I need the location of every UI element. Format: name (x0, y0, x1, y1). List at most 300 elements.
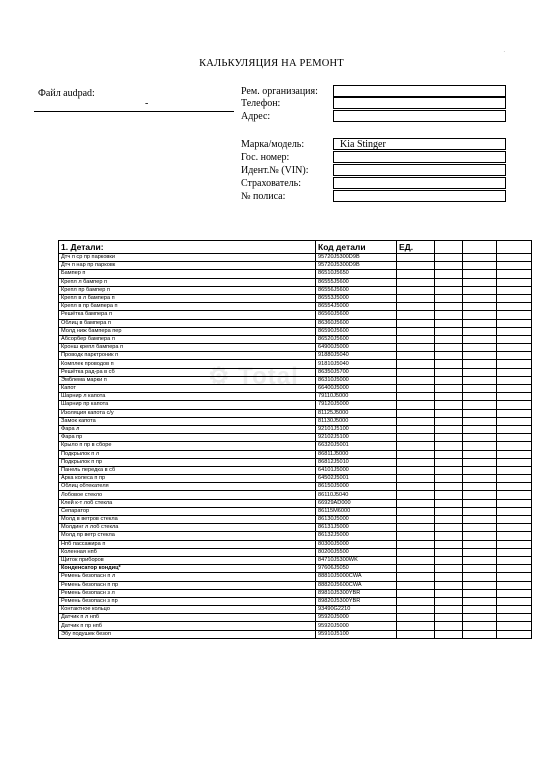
part-code-cell: 89820J5300YBR (316, 597, 397, 605)
empty-cell (435, 589, 463, 597)
unit-cell (397, 393, 435, 401)
table-row (59, 425, 532, 433)
empty-cell (497, 483, 532, 491)
empty-cell (435, 417, 463, 425)
empty-cell (463, 540, 497, 548)
part-code-cell: 86510J5650 (316, 270, 397, 278)
part-code-cell: 88810J5000CWA (316, 573, 397, 581)
empty-cell (497, 409, 532, 417)
empty-cell (497, 270, 532, 278)
empty-cell (435, 507, 463, 515)
header-field-label: Рем. организация: (241, 86, 318, 97)
file-underline (34, 111, 234, 112)
part-code-cell: 93490G2210 (316, 606, 397, 614)
empty-cell (463, 606, 497, 614)
table-row (59, 573, 532, 581)
header-code: Код детали (316, 241, 397, 254)
empty-cell (497, 556, 532, 564)
part-name-cell: Подкрылок п пр (59, 458, 316, 466)
empty-cell (435, 450, 463, 458)
empty-cell (497, 335, 532, 343)
part-name-cell: Молдинг л лоб стекла (59, 524, 316, 532)
unit-cell (397, 434, 435, 442)
table-row (59, 401, 532, 409)
unit-cell (397, 516, 435, 524)
document-title: КАЛЬКУЛЯЦИЯ НА РЕМОНТ (199, 58, 344, 69)
unit-cell (397, 327, 435, 335)
part-code-cell: 86132J5000 (316, 532, 397, 540)
part-code-cell: 64502J5001 (316, 475, 397, 483)
table-row (59, 565, 532, 573)
empty-cell (463, 622, 497, 630)
table-row (59, 262, 532, 270)
table-header-row (59, 241, 532, 254)
empty-cell (435, 286, 463, 294)
part-code-cell: 86553J5000 (316, 294, 397, 302)
table-row (59, 606, 532, 614)
unit-cell (397, 294, 435, 302)
empty-cell (435, 409, 463, 417)
table-row (59, 466, 532, 474)
part-name-cell: Облиц в бампера п (59, 319, 316, 327)
unit-cell (397, 286, 435, 294)
part-code-cell: 86520J5600 (316, 335, 397, 343)
empty-cell (435, 303, 463, 311)
table-row (59, 589, 532, 597)
unit-cell (397, 262, 435, 270)
unit-cell (397, 565, 435, 573)
empty-cell (463, 425, 497, 433)
part-name-cell: Крепл в пр бампера п (59, 303, 316, 311)
table-row (59, 442, 532, 450)
unit-cell (397, 311, 435, 319)
unit-cell (397, 475, 435, 483)
empty-cell (497, 507, 532, 515)
empty-cell (463, 311, 497, 319)
table-row (59, 286, 532, 294)
part-code-cell: 79120J5000 (316, 401, 397, 409)
vehicle-field-value[interactable]: Kia Stinger (333, 138, 506, 150)
empty-cell (435, 597, 463, 605)
empty-cell (435, 622, 463, 630)
part-code-cell: 92101J5100 (316, 425, 397, 433)
file-label: Файл audpad: (38, 88, 95, 99)
empty-cell (463, 278, 497, 286)
parts-body (59, 254, 532, 639)
empty-cell (463, 556, 497, 564)
empty-cell (463, 614, 497, 622)
unit-cell (397, 417, 435, 425)
part-name-cell: Клей к-т лоб стекла (59, 499, 316, 507)
table-row (59, 507, 532, 515)
table-row (59, 622, 532, 630)
unit-cell (397, 303, 435, 311)
part-name-cell: Ремень безопасн з пр (59, 597, 316, 605)
empty-cell (463, 368, 497, 376)
part-name-cell: Капот (59, 385, 316, 393)
part-name-cell: Арка колеса п пр (59, 475, 316, 483)
part-code-cell: 95920J5000 (316, 622, 397, 630)
part-name-cell: Фара л (59, 425, 316, 433)
empty-cell (497, 376, 532, 384)
table-row (59, 303, 532, 311)
part-code-cell: 86115M6000 (316, 507, 397, 515)
unit-cell (397, 335, 435, 343)
empty-cell (497, 417, 532, 425)
table-row (59, 294, 532, 302)
unit-cell (397, 344, 435, 352)
header-field-label: Адрес: (241, 111, 271, 122)
empty-cell (463, 262, 497, 270)
empty-cell (463, 327, 497, 335)
empty-cell (463, 573, 497, 581)
empty-cell (435, 393, 463, 401)
vehicle-field-label: Идент.№ (VIN): (241, 165, 309, 176)
part-code-cell: 86556J5600 (316, 286, 397, 294)
empty-cell (463, 270, 497, 278)
empty-cell (435, 344, 463, 352)
empty-cell (463, 360, 497, 368)
part-code-cell: 88820J5600CWA (316, 581, 397, 589)
unit-cell (397, 597, 435, 605)
table-row (59, 385, 532, 393)
unit-cell (397, 614, 435, 622)
header-col5 (463, 241, 497, 254)
empty-cell (463, 434, 497, 442)
empty-cell (435, 352, 463, 360)
unit-cell (397, 524, 435, 532)
empty-cell (435, 401, 463, 409)
table-row (59, 270, 532, 278)
part-code-cell: 86130J5000 (316, 516, 397, 524)
file-dash: - (145, 98, 149, 109)
part-name-cell: Крепл л бампер п (59, 278, 316, 286)
part-name-cell: Изоляция капота с/у (59, 409, 316, 417)
empty-cell (463, 458, 497, 466)
empty-cell (497, 475, 532, 483)
empty-cell (463, 475, 497, 483)
header-field-value[interactable] (333, 97, 506, 109)
part-name-cell: Щиток приборов (59, 556, 316, 564)
empty-cell (497, 294, 532, 302)
part-name-cell: Кронш крепл бампера п (59, 344, 316, 352)
watermark: ⚙ Total (208, 363, 299, 390)
empty-cell (435, 335, 463, 343)
part-name-cell: Ремень безопасн з л (59, 589, 316, 597)
part-code-cell: 66400J5000 (316, 385, 397, 393)
empty-cell (435, 466, 463, 474)
empty-cell (497, 450, 532, 458)
vehicle-field-label: Страхователь: (241, 178, 301, 189)
part-name-cell: Облиц обтекателя (59, 483, 316, 491)
empty-cell (463, 491, 497, 499)
part-name-cell: Комплек проводов п (59, 360, 316, 368)
part-name-cell: Фара пр (59, 434, 316, 442)
vehicle-field-value[interactable] (333, 151, 506, 163)
unit-cell (397, 385, 435, 393)
empty-cell (435, 532, 463, 540)
empty-cell (463, 581, 497, 589)
empty-cell (435, 606, 463, 614)
empty-cell (463, 344, 497, 352)
part-code-cell: 86350J5700 (316, 368, 397, 376)
part-code-cell: 64900J5000 (316, 344, 397, 352)
empty-cell (463, 319, 497, 327)
empty-cell (463, 376, 497, 384)
empty-cell (497, 540, 532, 548)
unit-cell (397, 499, 435, 507)
part-name-cell: Бампер п (59, 270, 316, 278)
part-code-cell: 86555J5600 (316, 278, 397, 286)
table-row (59, 532, 532, 540)
part-code-cell: 86110J5040 (316, 491, 397, 499)
table-row (59, 556, 532, 564)
empty-cell (435, 360, 463, 368)
empty-cell (497, 597, 532, 605)
unit-cell (397, 425, 435, 433)
unit-cell (397, 540, 435, 548)
part-code-cell: 95720J5300D9B (316, 254, 397, 262)
empty-cell (497, 311, 532, 319)
empty-cell (463, 548, 497, 556)
unit-cell (397, 352, 435, 360)
empty-cell (435, 475, 463, 483)
part-name-cell: Ремень безопасн п л (59, 573, 316, 581)
corner-mark: . (503, 48, 505, 54)
unit-cell (397, 548, 435, 556)
part-code-cell: 92102J5100 (316, 434, 397, 442)
part-name-cell: Шарнир л капота (59, 393, 316, 401)
empty-cell (497, 516, 532, 524)
unit-cell (397, 581, 435, 589)
empty-cell (435, 499, 463, 507)
unit-cell (397, 442, 435, 450)
part-code-cell: 95920J5000 (316, 614, 397, 622)
empty-cell (435, 254, 463, 262)
unit-cell (397, 491, 435, 499)
vehicle-field-label: Марка/модель: (241, 139, 305, 150)
empty-cell (435, 630, 463, 638)
part-code-cell: 86590J5600 (316, 327, 397, 335)
part-code-cell: 97606J5050 (316, 565, 397, 573)
part-name-cell: Нпб пассажира п (59, 540, 316, 548)
table-row (59, 581, 532, 589)
table-row (59, 327, 532, 335)
part-name-cell: Шарнир пр капота (59, 401, 316, 409)
part-code-cell: 95910J5100 (316, 630, 397, 638)
table-row (59, 450, 532, 458)
empty-cell (497, 565, 532, 573)
empty-cell (497, 573, 532, 581)
table-row (59, 630, 532, 638)
empty-cell (463, 483, 497, 491)
empty-cell (435, 262, 463, 270)
empty-cell (497, 352, 532, 360)
empty-cell (435, 524, 463, 532)
empty-cell (463, 294, 497, 302)
unit-cell (397, 401, 435, 409)
empty-cell (435, 294, 463, 302)
table-row (59, 409, 532, 417)
part-name-cell: Подкрылок п л (59, 450, 316, 458)
part-name-cell: Молд пр ветр стекла (59, 532, 316, 540)
unit-cell (397, 483, 435, 491)
empty-cell (435, 278, 463, 286)
part-code-cell: 95720J5300D9B (316, 262, 397, 270)
empty-cell (435, 270, 463, 278)
empty-cell (497, 614, 532, 622)
empty-cell (463, 516, 497, 524)
empty-cell (435, 565, 463, 573)
part-name-cell: Конденсатор кондиц* (59, 565, 316, 573)
vehicle-field-value[interactable] (333, 164, 506, 176)
part-name-cell: Панель передка в сб (59, 466, 316, 474)
unit-cell (397, 368, 435, 376)
part-code-cell: 64101J5000 (316, 466, 397, 474)
table-row (59, 360, 532, 368)
vehicle-field-value[interactable] (333, 177, 506, 189)
part-name-cell: Лобовое стекло (59, 491, 316, 499)
empty-cell (497, 442, 532, 450)
part-name-cell: Крепл пр бампер п (59, 286, 316, 294)
empty-cell (463, 589, 497, 597)
part-code-cell: 91880J5040 (316, 352, 397, 360)
part-code-cell: 66320J5001 (316, 442, 397, 450)
part-code-cell: 86131J5000 (316, 524, 397, 532)
unit-cell (397, 409, 435, 417)
header-parts: 1. Детали: (59, 241, 316, 254)
empty-cell (435, 540, 463, 548)
table-row (59, 352, 532, 360)
part-code-cell: 86150J5000 (316, 483, 397, 491)
table-row (59, 254, 532, 262)
unit-cell (397, 360, 435, 368)
part-name-cell: Крыло п пр в сборе (59, 442, 316, 450)
table-row (59, 524, 532, 532)
part-code-cell: 79110J5000 (316, 393, 397, 401)
unit-cell (397, 622, 435, 630)
empty-cell (435, 491, 463, 499)
unit-cell (397, 532, 435, 540)
part-name-cell: Ремень безопасн п пр (59, 581, 316, 589)
empty-cell (435, 548, 463, 556)
header-field-value[interactable] (333, 85, 506, 97)
header-field-value[interactable] (333, 110, 506, 122)
table-row (59, 458, 532, 466)
header-col6 (497, 241, 532, 254)
empty-cell (463, 303, 497, 311)
empty-cell (497, 254, 532, 262)
empty-cell (463, 335, 497, 343)
table-row (59, 597, 532, 605)
empty-cell (497, 589, 532, 597)
table-row (59, 434, 532, 442)
empty-cell (497, 466, 532, 474)
unit-cell (397, 589, 435, 597)
empty-cell (497, 327, 532, 335)
empty-cell (463, 524, 497, 532)
table-row (59, 499, 532, 507)
table-row (59, 311, 532, 319)
table-row (59, 475, 532, 483)
part-code-cell: 89810J5300YBR (316, 589, 397, 597)
empty-cell (497, 385, 532, 393)
empty-cell (435, 311, 463, 319)
empty-cell (435, 442, 463, 450)
empty-cell (435, 368, 463, 376)
unit-cell (397, 466, 435, 474)
table-row (59, 516, 532, 524)
header-unit: ЕД. (397, 241, 435, 254)
part-name-cell: Сепаратор (59, 507, 316, 515)
part-name-cell: Эбу подушек безоп (59, 630, 316, 638)
table-row (59, 344, 532, 352)
part-name-cell: Решётка рад-ра в сб (59, 368, 316, 376)
parts-table (58, 240, 532, 639)
unit-cell (397, 630, 435, 638)
empty-cell (463, 466, 497, 474)
header-col4 (435, 241, 463, 254)
empty-cell (497, 458, 532, 466)
empty-cell (497, 344, 532, 352)
empty-cell (463, 597, 497, 605)
unit-cell (397, 573, 435, 581)
empty-cell (435, 319, 463, 327)
part-name-cell: Замок капота (59, 417, 316, 425)
table-row (59, 376, 532, 384)
part-code-cell: 86811J5000 (316, 450, 397, 458)
empty-cell (497, 622, 532, 630)
header-field-label: Телефон: (241, 98, 281, 109)
part-code-cell: 80200J5500 (316, 548, 397, 556)
empty-cell (497, 606, 532, 614)
vehicle-field-label: № полиса: (241, 191, 286, 202)
table-row (59, 483, 532, 491)
unit-cell (397, 507, 435, 515)
unit-cell (397, 556, 435, 564)
empty-cell (497, 303, 532, 311)
empty-cell (497, 548, 532, 556)
empty-cell (463, 385, 497, 393)
part-name-cell: Крепл в л бампера п (59, 294, 316, 302)
part-name-cell: Дтч п нар пр парковк (59, 262, 316, 270)
empty-cell (435, 556, 463, 564)
empty-cell (497, 278, 532, 286)
empty-cell (497, 524, 532, 532)
empty-cell (435, 516, 463, 524)
empty-cell (497, 262, 532, 270)
unit-cell (397, 450, 435, 458)
table-row (59, 614, 532, 622)
empty-cell (435, 614, 463, 622)
part-name-cell: Проводк парктроник п (59, 352, 316, 360)
empty-cell (463, 442, 497, 450)
part-name-cell: Абсорбер бампера п (59, 335, 316, 343)
part-code-cell: 86812J5010 (316, 458, 397, 466)
empty-cell (463, 532, 497, 540)
table-row (59, 540, 532, 548)
empty-cell (435, 483, 463, 491)
empty-cell (497, 368, 532, 376)
empty-cell (497, 532, 532, 540)
empty-cell (435, 327, 463, 335)
empty-cell (435, 376, 463, 384)
unit-cell (397, 254, 435, 262)
empty-cell (435, 458, 463, 466)
part-code-cell: 91810J5040 (316, 360, 397, 368)
vehicle-field-value[interactable] (333, 190, 506, 202)
part-name-cell: Коленная нпб (59, 548, 316, 556)
